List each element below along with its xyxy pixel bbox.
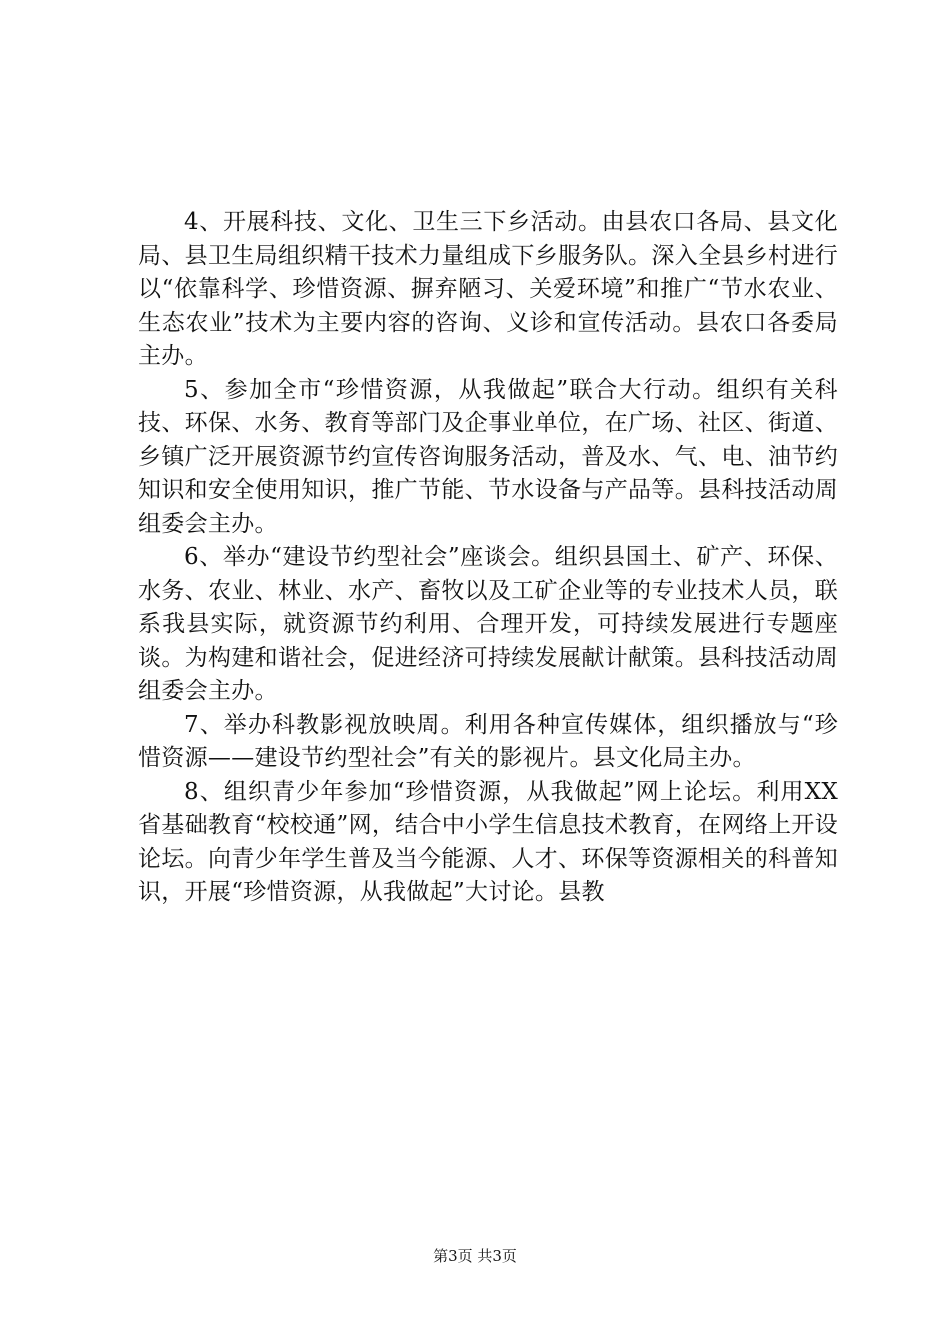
- document-body: [138, 206, 838, 910]
- paragraph-item-4: 4、开展科技、文化、卫生三下乡活动。由县农口各局、县文化局、县卫生局组织精干技术力量组成下乡服务队。深入全县乡村进行以“依靠科学、珍惜资源、摒弃陋习、关爱环境”和推广“节水农业、生态农业”技术为主要内容的咨询、义诊和宣传活动。县农口各委局主办。: [138, 209, 838, 369]
- page-number-footer: 第3页 共3页: [433, 1247, 517, 1265]
- paragraph-item-5: 5、参加全市“珍惜资源，从我做起”联合大行动。组织有关科技、环保、水务、教育等部门及企事业单位，在广场、社区、街道、乡镇广泛开展资源节约宣传咨询服务活动，普及水、气、电、油节约知识和安全使用知识，推广节能、节水设备与产品等。县科技活动周组委会主办。: [138, 376, 838, 537]
- paragraph-item-6: 6、举办“建设节约型社会”座谈会。组织县国土、矿产、环保、水务、农业、林业、水产、畜牧以及工矿企业等的专业技术人员，联系我县实际，就资源节约利用、合理开发，可持续发展进行专题座谈。为构建和谐社会，促进经济可持续发展献计献策。县科技活动周组委会主办。: [138, 544, 838, 704]
- paragraph-item-7: 7、举办科教影视放映周。利用各种宣传媒体，组织播放与“珍惜资源——建设节约型社会”有关的影视片。县文化局主办。: [138, 711, 838, 771]
- paragraph-item-8: 8、组织青少年参加“珍惜资源，从我做起”网上论坛。利用XX省基础教育“校校通”网，结合中小学生信息技术教育，在网络上开设论坛。向青少年学生普及当今能源、人才、环保等资源相关的科普知识，开展“珍惜资源，从我做起”大讨论。县教: [138, 778, 838, 905]
